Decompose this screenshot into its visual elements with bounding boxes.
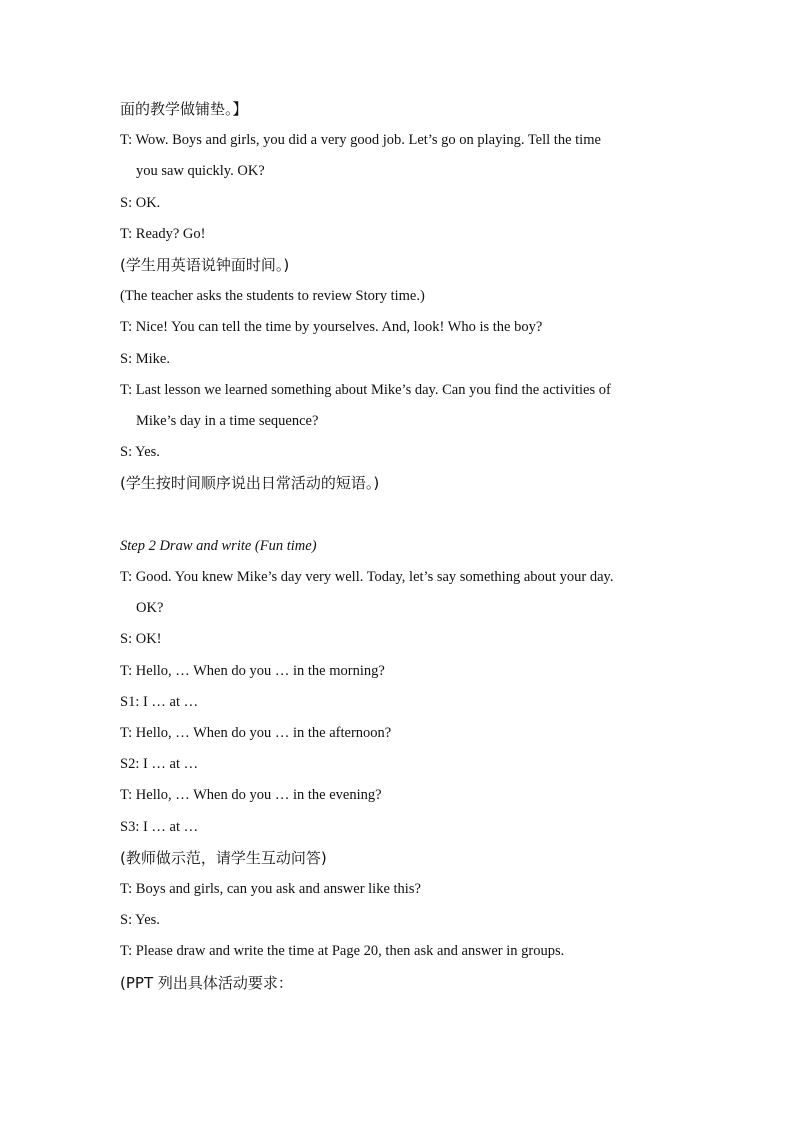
chinese-note: (学生用英语说钟面时间。) <box>120 256 290 275</box>
dialogue-line: T: Last lesson we learned something about Mike’s day. Can you find the activities of <box>120 381 611 398</box>
chinese-note: (学生按时间顺序说出日常活动的短语。) <box>120 474 380 493</box>
dialogue-line: S: Mike. <box>120 350 170 367</box>
dialogue-line: T: Wow. Boys and girls, you did a very good job. Let’s go on playing. Tell the time <box>120 132 601 149</box>
dialogue-line: T: Boys and girls, can you ask and answer like this? <box>120 881 421 898</box>
dialogue-line: T: Hello, … When do you … in the evening? <box>120 787 382 804</box>
document-page <box>120 94 680 999</box>
dialogue-line: T: Hello, … When do you … in the morning? <box>120 662 385 679</box>
dialogue-continuation: Mike’s day in a time sequence? <box>136 413 319 430</box>
dialogue-line: S: Yes. <box>120 444 160 461</box>
text-line: 面的教学做铺垫。】 <box>120 100 248 118</box>
dialogue-line: S: Yes. <box>120 912 160 929</box>
dialogue-continuation: you saw quickly. OK? <box>136 163 265 180</box>
stage-note: (The teacher asks the students to review Story time.) <box>120 288 425 305</box>
dialogue-line: T: Nice! You can tell the time by yourselves. And, look! Who is the boy? <box>120 319 543 336</box>
dialogue-line: T: Please draw and write the time at Page 20, then ask and answer in groups. <box>120 943 565 960</box>
dialogue-line: T: Hello, … When do you … in the afternoon? <box>120 725 392 742</box>
chinese-note: (PPT 列出具体活动要求： <box>120 973 293 992</box>
dialogue-line: S: OK. <box>120 194 161 211</box>
dialogue-line: S: OK! <box>120 631 162 648</box>
step-heading: Step 2 Draw and write (Fun time) <box>120 537 317 554</box>
dialogue-line: S2: I … at … <box>120 756 199 773</box>
dialogue-line: T: Ready? Go! <box>120 225 206 242</box>
dialogue-line: S1: I … at … <box>120 693 199 710</box>
dialogue-continuation: OK? <box>136 600 164 617</box>
dialogue-line: T: Good. You knew Mike’s day very well. Today, let’s say something about your day. <box>120 569 614 586</box>
blank-line <box>120 500 680 531</box>
dialogue-line: S3: I … at … <box>120 818 199 835</box>
chinese-note: (教师做示范，请学生互动问答) <box>120 848 327 867</box>
